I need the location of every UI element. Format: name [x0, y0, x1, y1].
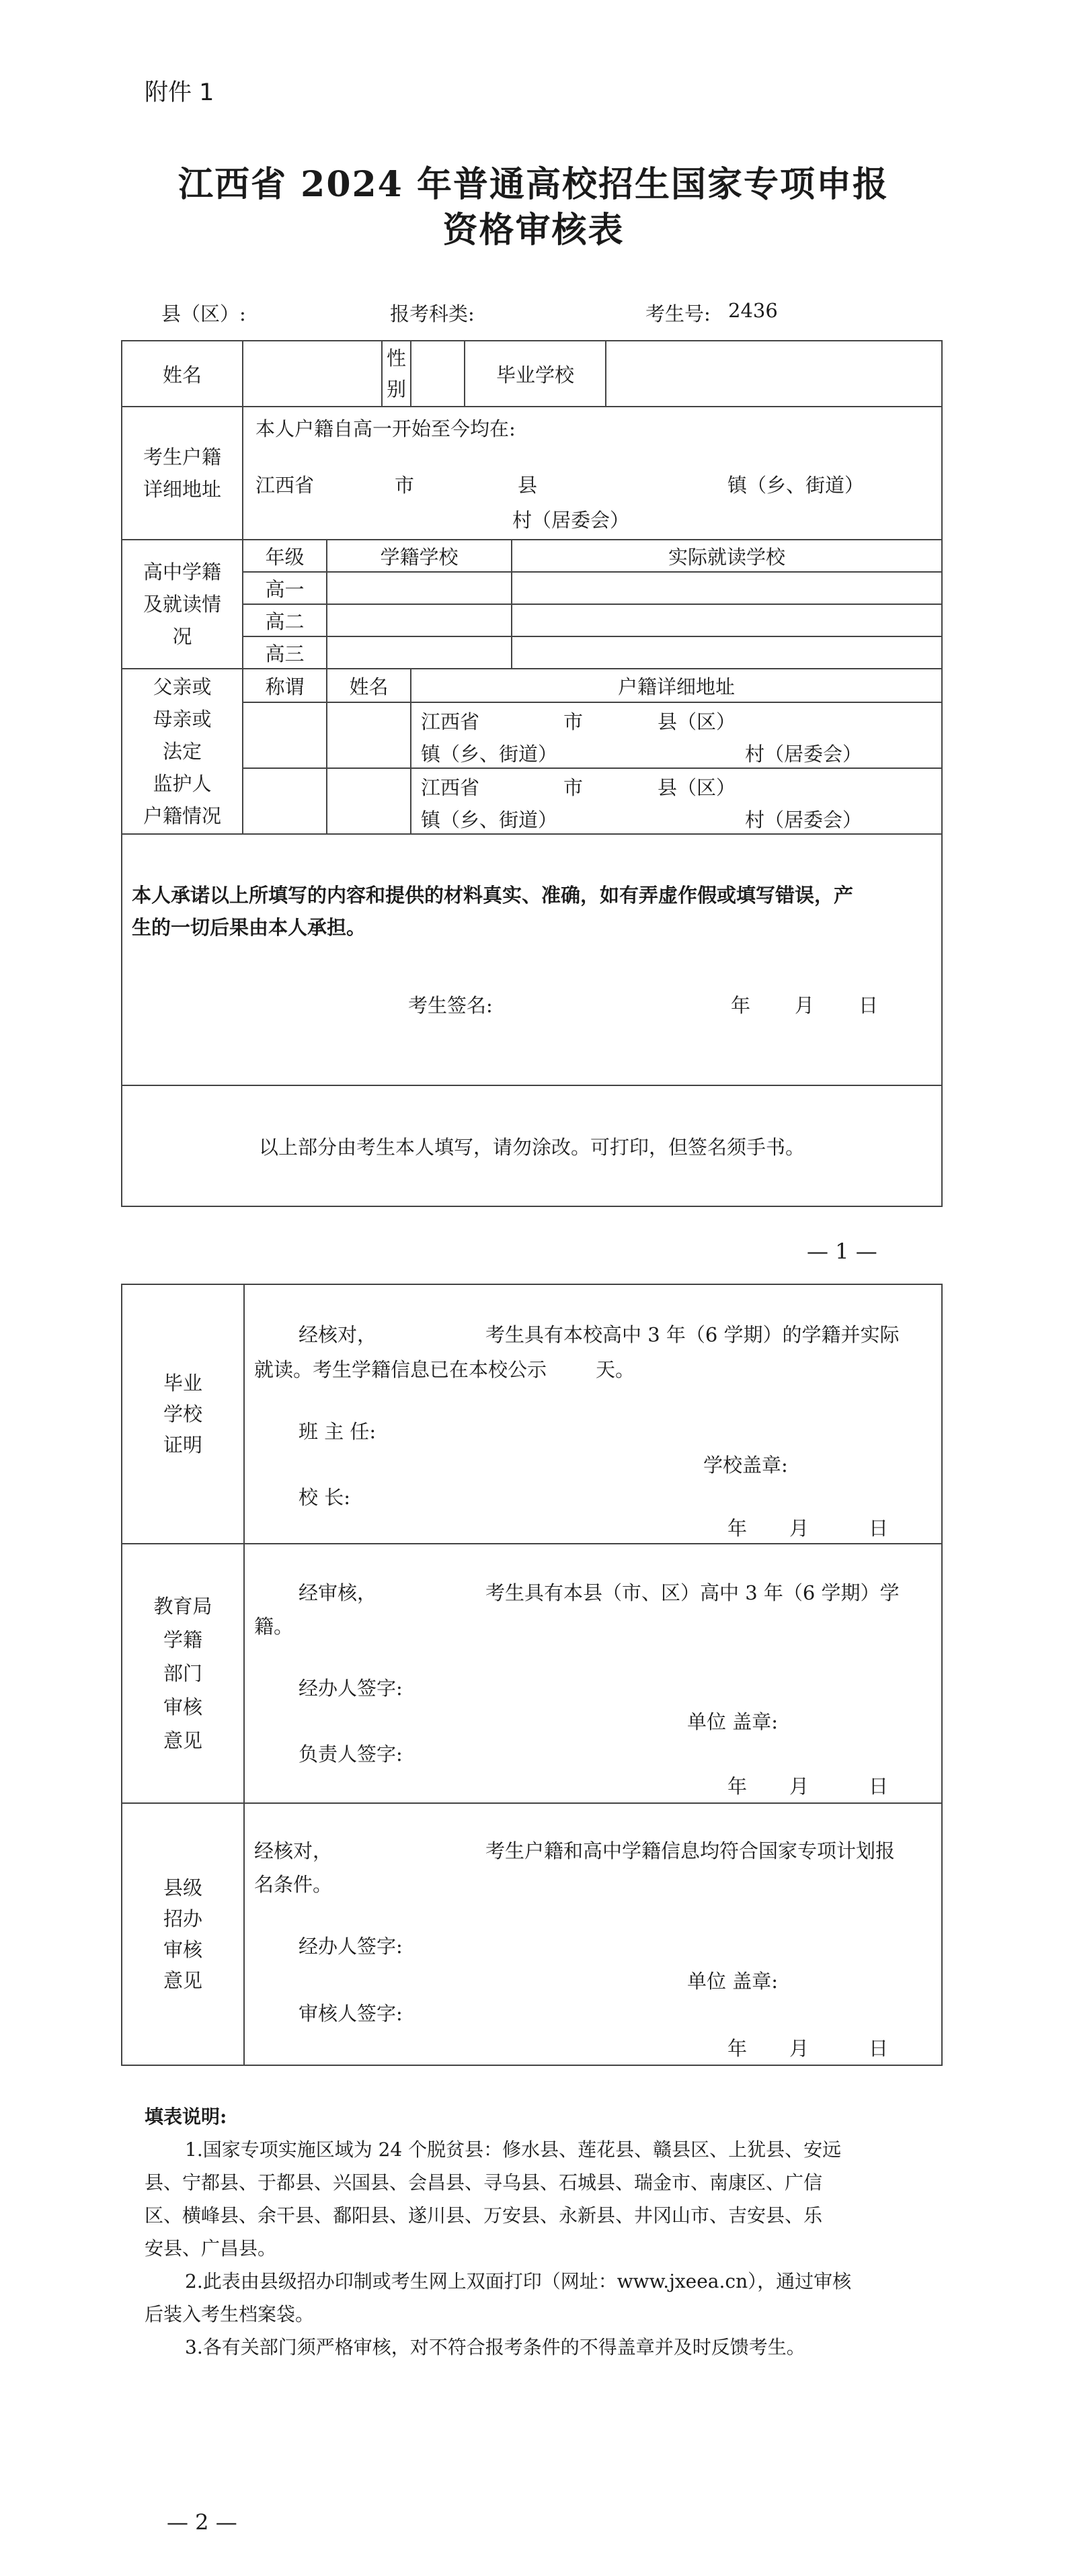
handler-signature-label: 经办人签字: — [299, 1935, 403, 1958]
grade-row-label: 高一 — [243, 572, 327, 604]
page-number: — 2 — — [167, 2509, 237, 2535]
actual-school-header: 实际就读学校 — [512, 540, 942, 572]
grade-row-label: 高二 — [243, 604, 327, 636]
highschool-label: 高中学籍 及就读情 况 — [122, 540, 243, 669]
actual-school-field[interactable] — [512, 636, 942, 669]
attachment-label: 附件 1 — [145, 79, 214, 106]
school-seal-label: 学校盖章: — [703, 1454, 788, 1477]
guardian-label: 父亲或 母亲或 法定 监护人 户籍情况 — [122, 669, 243, 834]
name-label: 姓名 — [122, 341, 243, 407]
graduation-certificate-label: 毕业 学校 证明 — [122, 1284, 244, 1544]
parent-address-field[interactable]: 江西省 市 县（区） 镇（乡、街道） 村（居委会） — [411, 702, 942, 768]
head-teacher-label: 班 主 任: — [299, 1420, 377, 1443]
relation-field[interactable] — [243, 702, 327, 768]
actual-school-field[interactable] — [512, 572, 942, 604]
applicant-table — [121, 340, 943, 1207]
relation-header: 称谓 — [243, 669, 327, 702]
applicant-signature-label: 考生签名: — [408, 994, 493, 1017]
hukou-address-field[interactable]: 本人户籍自高一开始至今均在: 江西省 市 县 镇（乡、街道） 村（居委会） — [243, 407, 942, 540]
exam-number-value: 2436 — [728, 299, 778, 322]
principal-label: 校 长: — [299, 1486, 350, 1509]
name-field[interactable] — [243, 341, 382, 407]
form-title: 江西省 2024 年普通高校招生国家专项申报 — [178, 164, 889, 205]
exam-number-label: 考生号: — [645, 302, 711, 325]
unit-seal-label: 单位 盖章: — [687, 1970, 778, 1993]
gender-label: 性 别 — [382, 341, 411, 407]
form-title-line2: 资格审核表 — [442, 210, 625, 251]
graduation-certificate-section: 经核对， 考生具有本校高中 3 年（6 学期）的学籍并实际 就读。考生学籍信息已在本校公示 天。 班 主 任: 学校盖章: 校 长: 年 月 日 — [244, 1284, 942, 1544]
pledge-section: 本人承诺以上所填写的内容和提供的材料真实、准确，如有弄虚作假或填写错误，产 生的一切后果由本人承担。 考生签名: 年 月 日 — [122, 834, 942, 1085]
unit-seal-label: 单位 盖章: — [687, 1710, 778, 1733]
education-bureau-section: 经审核， 考生具有本县（市、区）高中 3 年（6 学期）学 籍。 经办人签字: 单位 盖章: 负责人签字: 年 月 日 — [244, 1544, 942, 1803]
self-fill-note: 以上部分由考生本人填写，请勿涂改。可打印，但签名须手书。 — [122, 1085, 942, 1206]
parent-address-field[interactable]: 江西省 市 县（区） 镇（乡、街道） 村（居委会） — [411, 768, 942, 834]
registered-school-field[interactable] — [327, 572, 512, 604]
parent-address-header: 户籍详细地址 — [411, 669, 942, 702]
registered-school-field[interactable] — [327, 604, 512, 636]
county-label: 县（区）: — [161, 302, 246, 325]
review-table — [121, 1284, 943, 2066]
graduate-school-label: 毕业学校 — [465, 341, 606, 407]
reviewer-signature-label: 审核人签字: — [299, 2002, 403, 2025]
actual-school-field[interactable] — [512, 604, 942, 636]
registered-school-field[interactable] — [327, 636, 512, 669]
pledge-text: 生的一切后果由本人承担。 — [132, 916, 366, 939]
page-number: — 1 — — [807, 1239, 877, 1264]
grade-row-label: 高三 — [243, 636, 327, 669]
form-instructions: 填表说明: 1.国家专项实施区域为 24 个脱贫县：修水县、莲花县、赣县区、上犹县、安远 县、宁都县、于都县、兴国县、会昌县、寻乌县、石城县、瑞金市、南康区、广信 区、横峰县、余干县、鄱阳县、遂川县、万安县、永新县、井冈山市、吉安县、乐 安县、广昌县。 2.此表由县级招办印制或考生网上双面打印（网址：www.jxeea.cn），通过审核 后装入考生档案袋。 3.各有关部门须严格审核，对不符合报考条件的不得盖章并及时反馈考生。 — [145, 2100, 924, 2364]
handler-signature-label: 经办人签字: — [299, 1677, 403, 1700]
parent-name-field[interactable] — [327, 768, 411, 834]
parent-name-field[interactable] — [327, 702, 411, 768]
relation-field[interactable] — [243, 768, 327, 834]
county-office-label: 县级 招办 审核 意见 — [122, 1803, 244, 2065]
gender-field[interactable] — [411, 341, 465, 407]
registered-school-header: 学籍学校 — [327, 540, 512, 572]
hukou-label: 考生户籍 详细地址 — [122, 407, 243, 540]
county-office-section: 经核对， 考生户籍和高中学籍信息均符合国家专项计划报 名条件。 经办人签字: 单位 盖章: 审核人签字: 年 月 日 — [244, 1803, 942, 2065]
parent-name-header: 姓名 — [327, 669, 411, 702]
graduate-school-field[interactable] — [606, 341, 942, 407]
education-bureau-label: 教育局 学籍 部门 审核 意见 — [122, 1544, 244, 1803]
subject-label: 报考科类: — [390, 302, 475, 325]
grade-header: 年级 — [243, 540, 327, 572]
instructions-heading: 填表说明: — [145, 2106, 227, 2128]
pledge-text: 本人承诺以上所填写的内容和提供的材料真实、准确，如有弄虚作假或填写错误，产 — [132, 884, 854, 907]
leader-signature-label: 负责人签字: — [299, 1743, 403, 1765]
